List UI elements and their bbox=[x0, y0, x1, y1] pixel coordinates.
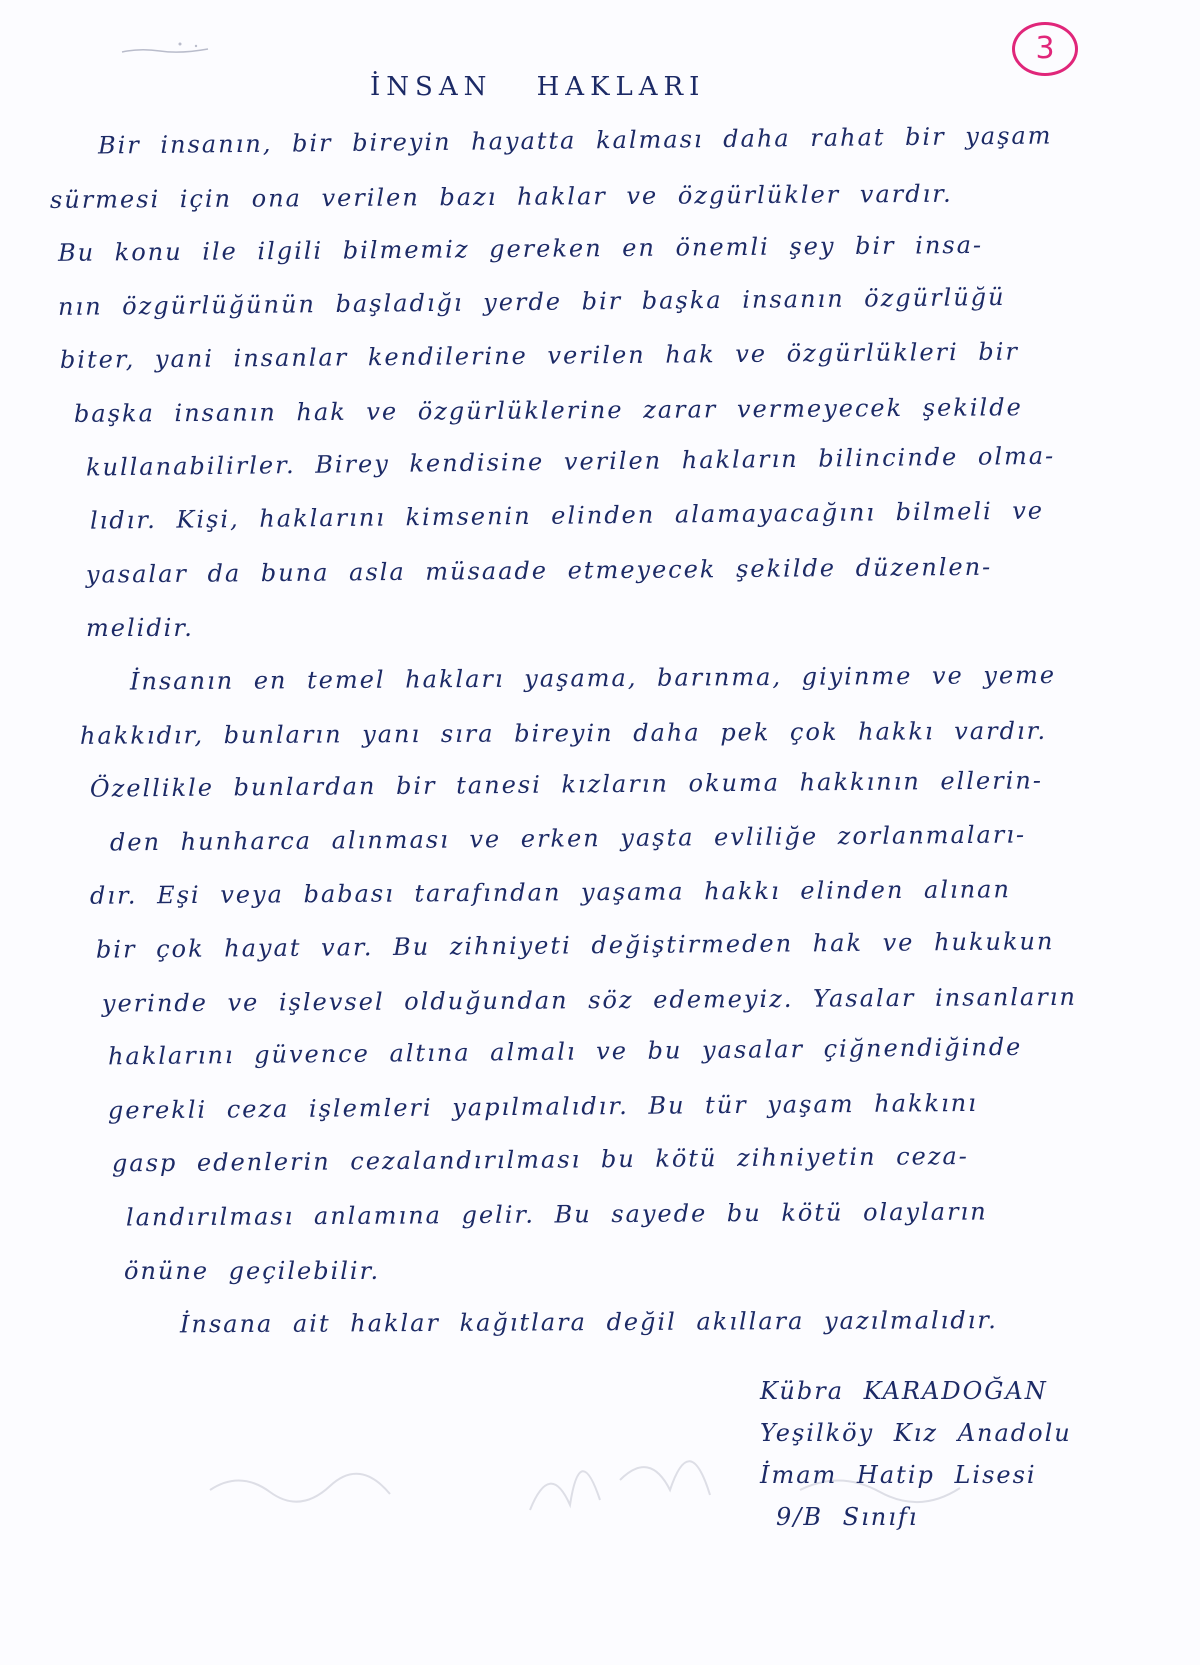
reverse-side-showthrough bbox=[200, 1420, 1000, 1540]
essay-line: landırılması anlamına gelir. Bu sayede bu kötü olayların bbox=[125, 1197, 988, 1232]
essay-line: yasalar da buna asla müsaade etmeyecek şekilde düzenlen- bbox=[85, 552, 993, 589]
essay-line: biter, yani insanlar kendilerine verilen hak ve özgürlükleri bir bbox=[59, 337, 1019, 375]
essay-line: lıdır. Kişi, haklarını kimsenin elinden alamayacağını bilmeli ve bbox=[89, 496, 1045, 535]
essay-line: haklarını güvence altına almalı ve bu yasalar çiğnendiğinde bbox=[107, 1032, 1023, 1071]
school-name-line-1: Yeşilköy Kız Anadolu bbox=[760, 1419, 1072, 1447]
essay-line: yerinde ve işlevsel olduğundan söz edemeyiz. Yasalar insanların bbox=[101, 982, 1077, 1018]
essay-line: başka insanın hak ve özgürlüklerine zarar vermeyecek şekilde bbox=[73, 393, 1023, 428]
essay-line: Bu konu ile ilgili bilmemiz gereken en önemli şey bir insa- bbox=[57, 231, 984, 268]
essay-line: kullanabilirler. Birey kendisine verilen hakların bilincinde olma- bbox=[85, 441, 1056, 482]
essay-line: gasp edenlerin cezalandırılması bu kötü zihniyetin ceza- bbox=[111, 1142, 969, 1178]
paper-smudge bbox=[120, 38, 210, 58]
essay-line: den hunharca alınması ve erken yaşta evliliğe zorlanmaları- bbox=[109, 820, 1027, 857]
essay-line: dır. Eşi veya babası tarafından yaşama hakkı elinden alınan bbox=[89, 875, 1011, 911]
essay-line: gerekli ceza işlemleri yapılmalıdır. Bu tür yaşam hakkını bbox=[107, 1088, 978, 1125]
essay-line: Bir insanın, bir bireyin hayatta kalması daha rahat bir yaşam bbox=[97, 121, 1053, 160]
essay-line: hakkıdır, bunların yanı sıra bireyin daha pek çok hakkı vardır. bbox=[79, 716, 1048, 750]
author-name: Kübra KARADOĞAN bbox=[760, 1377, 1048, 1405]
page-number-badge: 3 bbox=[1012, 22, 1078, 76]
essay-line: melidir. bbox=[86, 614, 194, 643]
essay-line: nın özgürlüğünün başladığı yerde bir başka insanın özgürlüğü bbox=[57, 282, 1006, 321]
essay-line: önüne geçilebilir. bbox=[124, 1257, 381, 1286]
essay-line: sürmesi için ona verilen bazı haklar ve özgürlükler vardır. bbox=[49, 179, 953, 214]
essay-body bbox=[50, 120, 1130, 1353]
class-name: 9/B Sınıfı bbox=[776, 1503, 919, 1531]
essay-line: bir çok hayat var. Bu zihniyeti değiştirmeden hak ve hukukun bbox=[95, 927, 1055, 964]
essay-line: İnsanın en temel hakları yaşama, barınma, giyinme ve yeme bbox=[129, 660, 1057, 696]
page-title: İNSAN HAKLARI bbox=[370, 72, 706, 102]
school-name-line-2: İmam Hatip Lisesi bbox=[760, 1461, 1037, 1489]
essay-line: Özellikle bunlardan bir tanesi kızların okuma hakkının ellerin- bbox=[89, 766, 1043, 803]
essay-line: İnsana ait haklar kağıtlara değil akıllara yazılmalıdır. bbox=[179, 1306, 998, 1339]
